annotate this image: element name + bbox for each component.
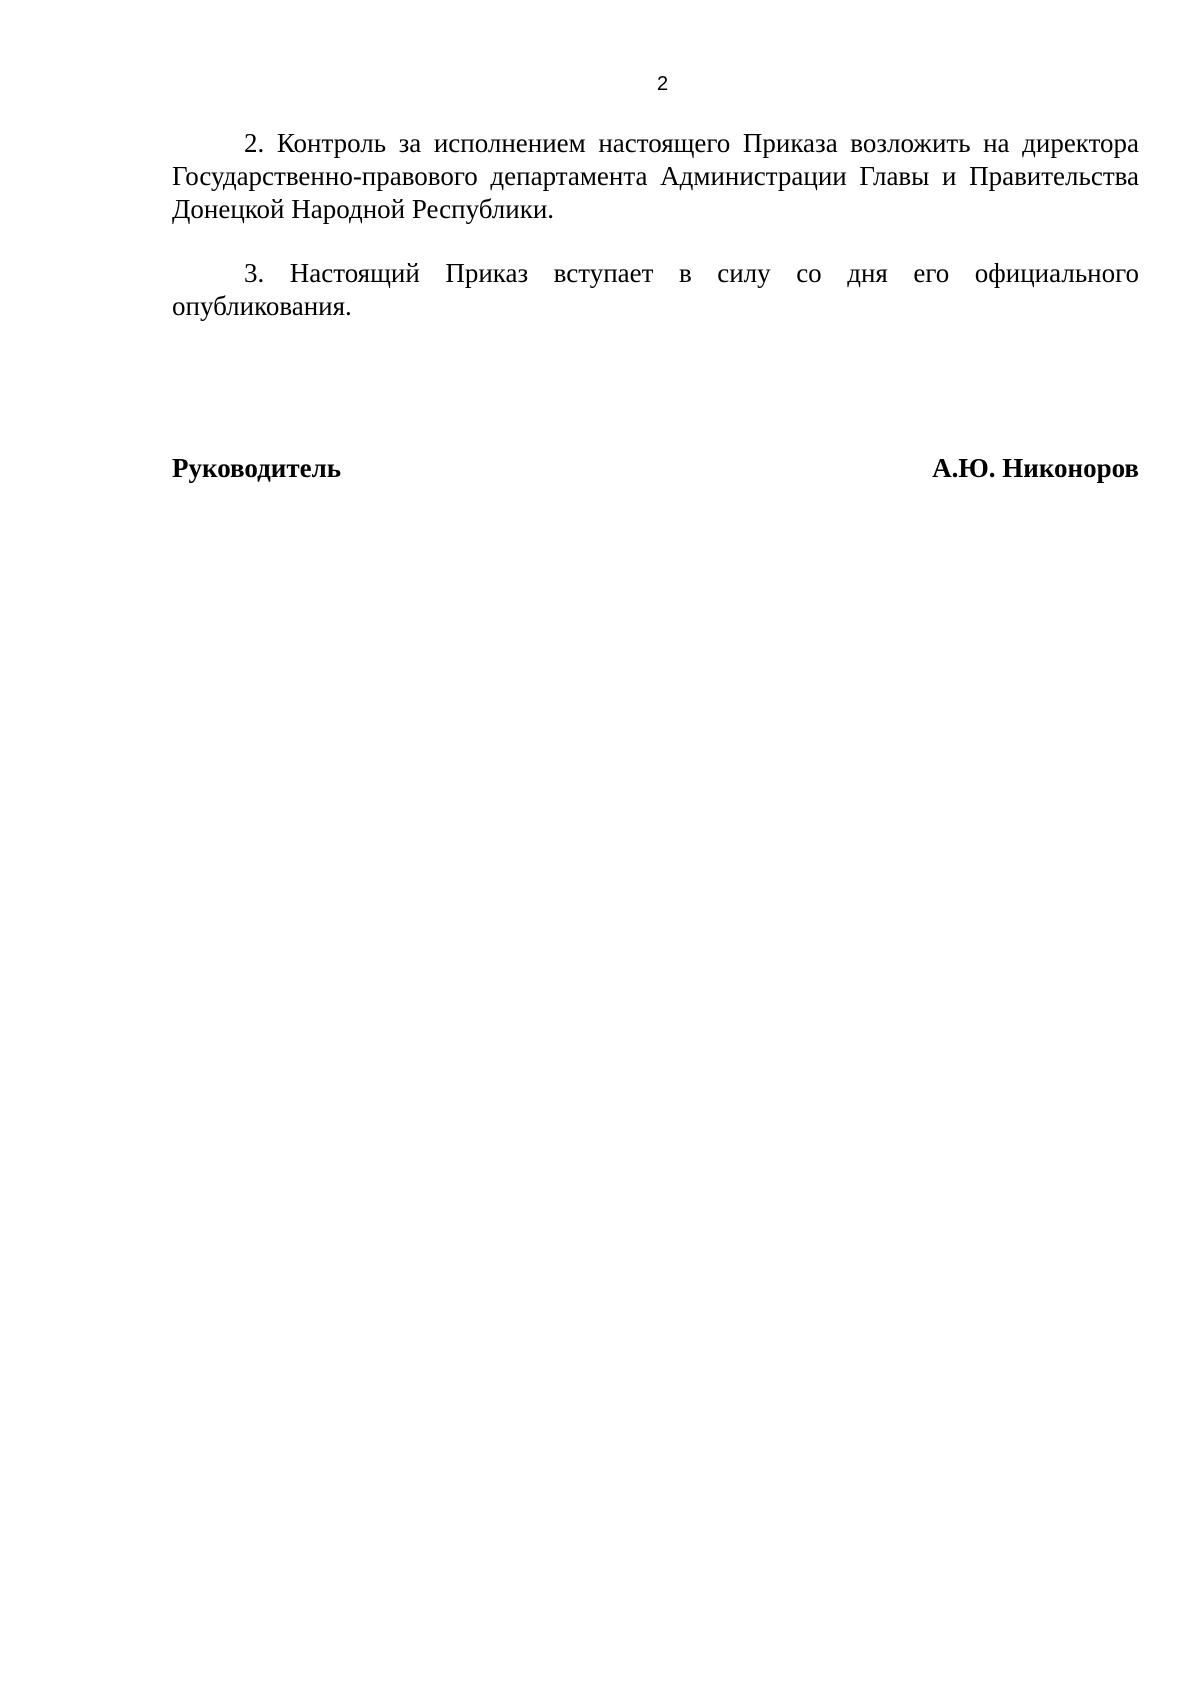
signatory-name: А.Ю. Никоноров <box>932 453 1139 483</box>
signature-block <box>172 452 1139 485</box>
paragraph-effective-date: 3. Настоящий Приказ вступает в силу со дня его официального опубликования. <box>172 258 1139 321</box>
paragraph-control: 2. Контроль за исполнением настоящего Приказа возложить на директора Государственно-правового департамента Администрации Главы и Правительства Донецкой Народной Республики. <box>172 128 1139 224</box>
page-number: 2 <box>656 73 669 95</box>
document-body <box>172 127 1139 323</box>
signatory-position: Руководитель <box>172 453 342 483</box>
